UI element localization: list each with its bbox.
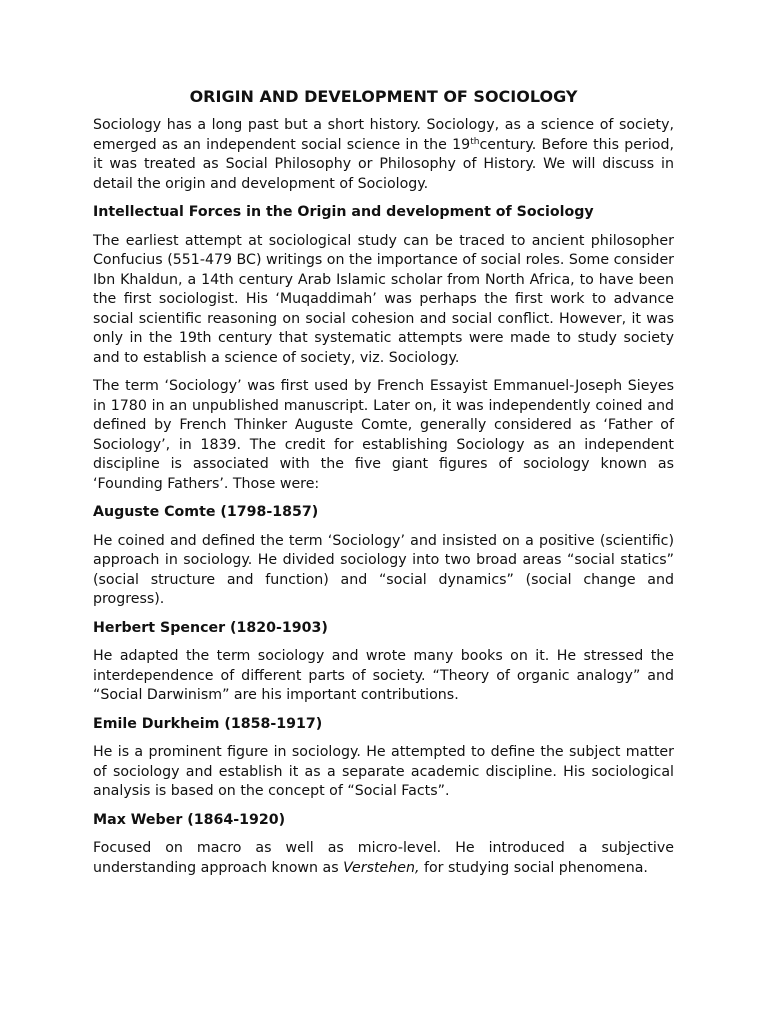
document-page bbox=[93, 86, 674, 887]
intro-paragraph bbox=[93, 116, 674, 194]
durkheim-heading: Emile Durkheim (1858-1917) bbox=[93, 715, 323, 732]
document-title: ORIGIN AND DEVELOPMENT OF SOCIOLOGY bbox=[189, 87, 578, 106]
section-heading: Intellectual Forces in the Origin and development of Sociology bbox=[93, 204, 594, 220]
durkheim-paragraph: He is a prominent figure in sociology. He attempted to define the subject matter of sociology and establish it as a separate academic discipline. His sociological analysis is based on the concept of “Social Facts”. bbox=[93, 744, 674, 799]
weber-text-end: for studying social phenomena. bbox=[419, 859, 648, 876]
weber-paragraph bbox=[93, 839, 674, 878]
intro-text-end: century. Before this period, it was treated as Social Philosophy or Philosophy of History. We will discuss in detail the origin and development of Sociology. bbox=[93, 136, 674, 192]
ordinal-superscript: th bbox=[470, 136, 480, 147]
earliest-attempt-paragraph: The earliest attempt at sociological study can be traced to ancient philosopher Confucius (551-479 BC) writings on the importance of social roles. Some consider Ibn Khaldun, a 14th century Arab Islamic scholar from North Africa, to have been the first sociologist. His ‘Muqaddimah’ was perhaps the first work to advance social scientific reasoning on social cohesion and social conflict. However, it was only in the 19th century that systematic attempts were made to study society and to establish a science of society, viz. Sociology. bbox=[93, 232, 674, 366]
comte-heading: Auguste Comte (1798-1857) bbox=[93, 504, 319, 520]
term-sociology-paragraph: The term ‘Sociology’ was first used by French Essayist Emmanuel-Joseph Sieyes in 1780 in an unpublished manuscript. Later on, it was independently coined and defined by French Thinker Auguste Comte, generally considered as ‘Father of Sociology’, in 1839. The credit for establishing Sociology as an independent discipline is associated with the five giant figures of sociology known as ‘Founding Fathers’. Those were: bbox=[93, 378, 674, 492]
weber-heading: Max Weber (1864-1920) bbox=[93, 811, 286, 828]
spencer-heading: Herbert Spencer (1820-1903) bbox=[93, 619, 328, 636]
verstehen-term: Verstehen, bbox=[343, 859, 420, 876]
comte-paragraph: He coined and defined the term ‘Sociology’ and insisted on a positive (scientific) approach in sociology. He divided sociology into two broad areas “social statics” (social structure and function) and “social dynamics” (social change and progress). bbox=[93, 532, 674, 607]
spencer-paragraph: He adapted the term sociology and wrote many books on it. He stressed the interdependence of different parts of society. “Theory of organic analogy” and “Social Darwinism” are his important contributions. bbox=[93, 648, 674, 703]
intro-text-start: Sociology has a long past but a short history. Sociology, as a science of society, emerged as an independent social science in the 19 bbox=[93, 117, 674, 153]
weber-text-start: Focused on macro as well as micro-level. He introduced a subjective understanding approach known as bbox=[93, 840, 674, 876]
